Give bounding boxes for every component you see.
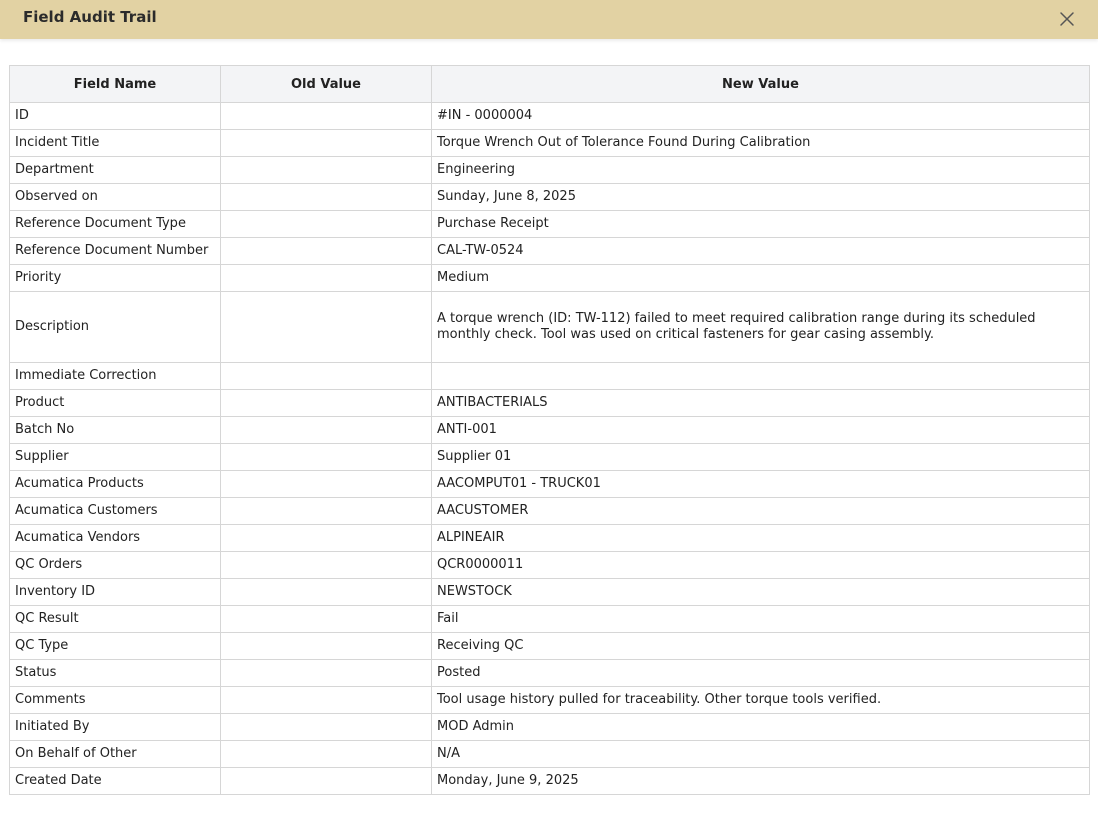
cell-old-value (221, 579, 432, 606)
cell-new-value: Sunday, June 8, 2025 (432, 184, 1090, 211)
table-row (10, 292, 1090, 363)
table-row (10, 157, 1090, 184)
cell-old-value (221, 552, 432, 579)
cell-old-value (221, 606, 432, 633)
cell-field-name: Observed on (10, 184, 221, 211)
cell-field-name: Acumatica Products (10, 471, 221, 498)
table-row (10, 660, 1090, 687)
cell-old-value (221, 741, 432, 768)
cell-old-value (221, 130, 432, 157)
cell-new-value: CAL-TW-0524 (432, 238, 1090, 265)
cell-old-value (221, 444, 432, 471)
cell-old-value (221, 660, 432, 687)
cell-field-name: Immediate Correction (10, 363, 221, 390)
close-button[interactable] (1058, 10, 1076, 28)
audit-table (9, 65, 1090, 795)
cell-new-value: Engineering (432, 157, 1090, 184)
table-row (10, 741, 1090, 768)
cell-new-value: Medium (432, 265, 1090, 292)
table-row (10, 498, 1090, 525)
cell-new-value: AACUSTOMER (432, 498, 1090, 525)
table-row (10, 606, 1090, 633)
cell-field-name: Reference Document Type (10, 211, 221, 238)
cell-old-value (221, 768, 432, 795)
table-row (10, 238, 1090, 265)
cell-old-value (221, 687, 432, 714)
cell-new-value: ALPINEAIR (432, 525, 1090, 552)
cell-old-value (221, 238, 432, 265)
table-header-row (10, 66, 1090, 103)
cell-field-name: Description (10, 292, 221, 363)
cell-old-value (221, 714, 432, 741)
cell-new-value: A torque wrench (ID: TW-112) failed to meet required calibration range during its scheduled monthly check. Tool was used on critical fasteners for gear casing assembly. (432, 292, 1090, 363)
close-icon (1058, 10, 1076, 28)
cell-field-name: Incident Title (10, 130, 221, 157)
column-header-old-value: Old Value (221, 66, 432, 103)
cell-field-name: Status (10, 660, 221, 687)
cell-old-value (221, 265, 432, 292)
table-row (10, 363, 1090, 390)
cell-new-value: MOD Admin (432, 714, 1090, 741)
column-header-new-value: New Value (432, 66, 1090, 103)
cell-old-value (221, 498, 432, 525)
table-row (10, 552, 1090, 579)
cell-new-value: QCR0000011 (432, 552, 1090, 579)
cell-new-value: Supplier 01 (432, 444, 1090, 471)
cell-field-name: Product (10, 390, 221, 417)
cell-new-value: ANTI-001 (432, 417, 1090, 444)
cell-field-name: Reference Document Number (10, 238, 221, 265)
cell-new-value: AACOMPUT01 - TRUCK01 (432, 471, 1090, 498)
cell-field-name: QC Orders (10, 552, 221, 579)
cell-new-value: NEWSTOCK (432, 579, 1090, 606)
table-row (10, 417, 1090, 444)
cell-new-value: Fail (432, 606, 1090, 633)
cell-old-value (221, 417, 432, 444)
cell-old-value (221, 211, 432, 238)
cell-field-name: Department (10, 157, 221, 184)
cell-old-value (221, 525, 432, 552)
table-row (10, 184, 1090, 211)
cell-old-value (221, 363, 432, 390)
cell-old-value (221, 471, 432, 498)
cell-new-value: N/A (432, 741, 1090, 768)
cell-field-name: QC Result (10, 606, 221, 633)
table-row (10, 768, 1090, 795)
cell-old-value (221, 184, 432, 211)
table-row (10, 471, 1090, 498)
cell-new-value: Posted (432, 660, 1090, 687)
cell-field-name: Initiated By (10, 714, 221, 741)
cell-old-value (221, 103, 432, 130)
table-row (10, 525, 1090, 552)
cell-new-value: Receiving QC (432, 633, 1090, 660)
audit-table-body (10, 103, 1090, 795)
cell-field-name: Created Date (10, 768, 221, 795)
cell-new-value: #IN - 0000004 (432, 103, 1090, 130)
cell-field-name: On Behalf of Other (10, 741, 221, 768)
cell-old-value (221, 292, 432, 363)
cell-field-name: Acumatica Vendors (10, 525, 221, 552)
column-header-field-name: Field Name (10, 66, 221, 103)
table-row (10, 687, 1090, 714)
table-row (10, 211, 1090, 238)
cell-new-value: Monday, June 9, 2025 (432, 768, 1090, 795)
cell-new-value: ANTIBACTERIALS (432, 390, 1090, 417)
cell-field-name: ID (10, 103, 221, 130)
cell-new-value: Tool usage history pulled for traceability. Other torque tools verified. (432, 687, 1090, 714)
cell-old-value (221, 633, 432, 660)
cell-new-value: Purchase Receipt (432, 211, 1090, 238)
cell-old-value (221, 157, 432, 184)
cell-field-name: Inventory ID (10, 579, 221, 606)
modal-title: Field Audit Trail (23, 8, 157, 26)
cell-field-name: Supplier (10, 444, 221, 471)
cell-field-name: Acumatica Customers (10, 498, 221, 525)
cell-old-value (221, 390, 432, 417)
table-row (10, 633, 1090, 660)
table-row (10, 579, 1090, 606)
cell-new-value: Torque Wrench Out of Tolerance Found During Calibration (432, 130, 1090, 157)
cell-field-name: Batch No (10, 417, 221, 444)
table-row (10, 130, 1090, 157)
table-row (10, 444, 1090, 471)
table-row (10, 714, 1090, 741)
table-row (10, 265, 1090, 292)
table-row (10, 103, 1090, 130)
modal-header (0, 0, 1098, 39)
cell-field-name: Priority (10, 265, 221, 292)
cell-field-name: Comments (10, 687, 221, 714)
cell-new-value (432, 363, 1090, 390)
audit-table-container (9, 65, 1089, 795)
cell-field-name: QC Type (10, 633, 221, 660)
table-row (10, 390, 1090, 417)
